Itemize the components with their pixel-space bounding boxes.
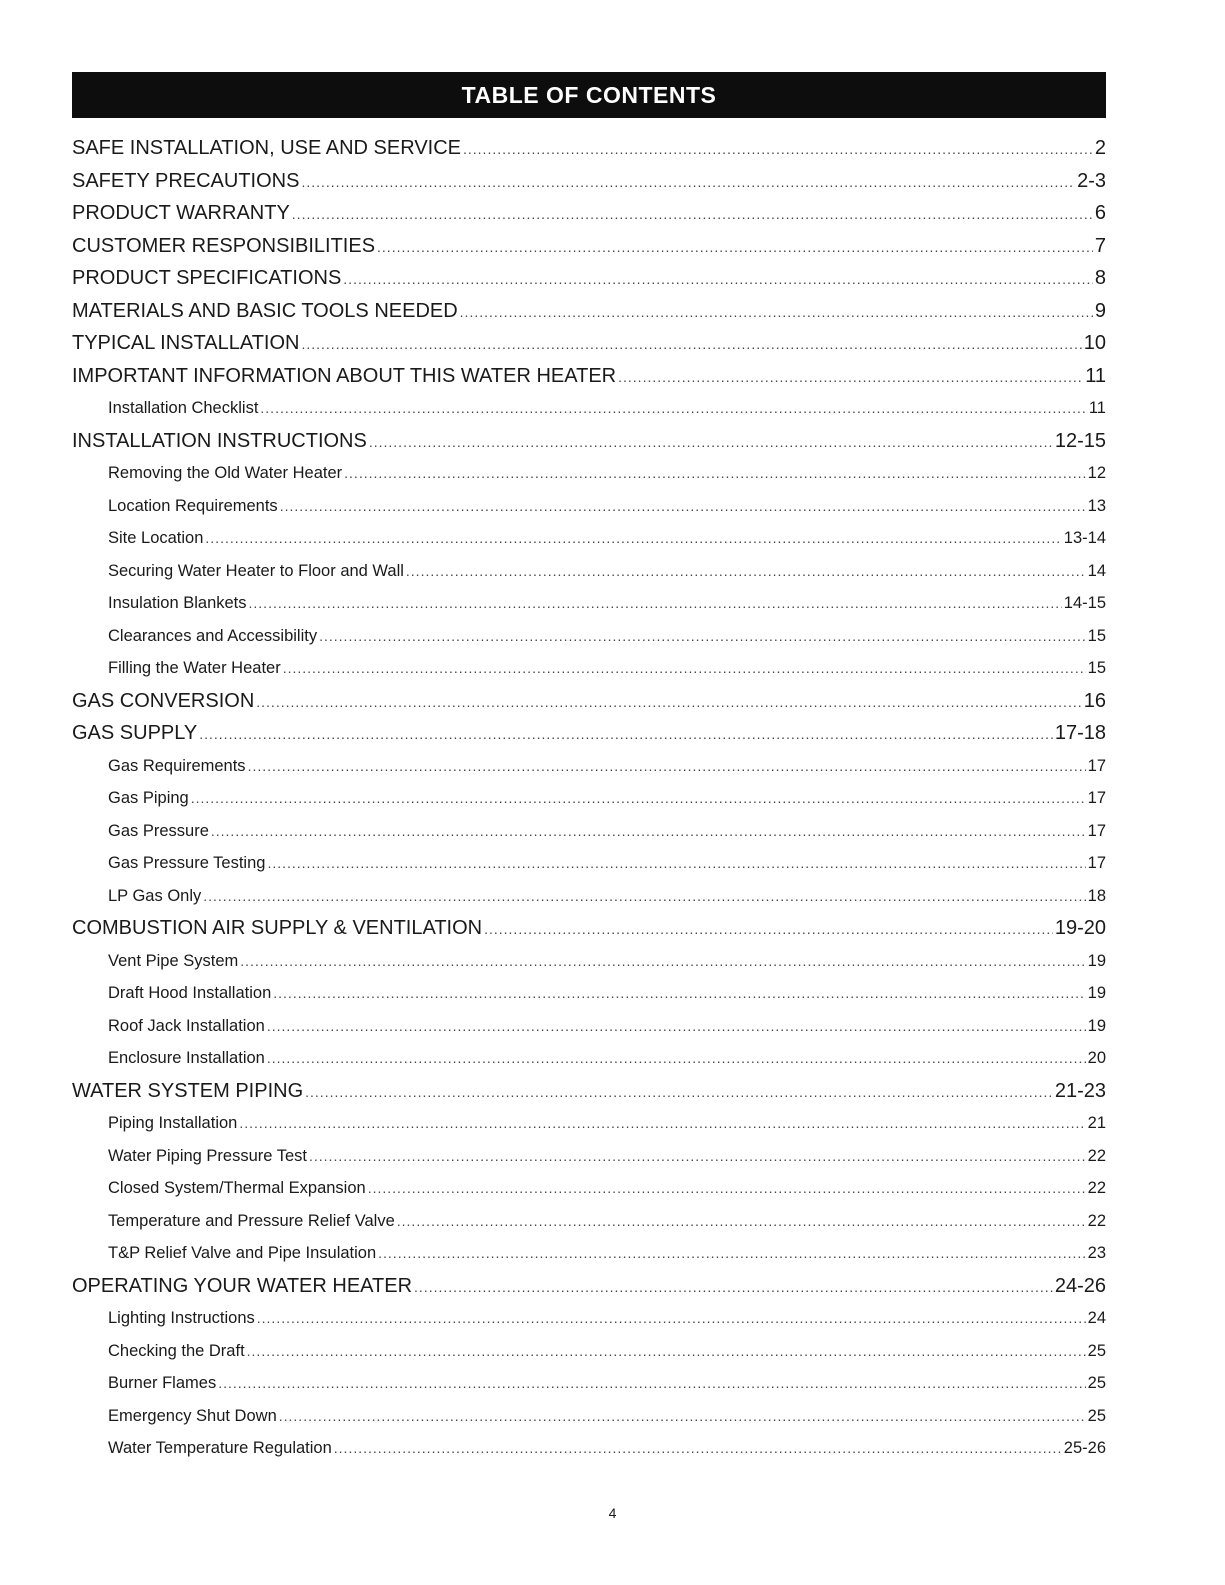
dot-leader	[343, 263, 1093, 296]
toc-subsection-entry	[72, 1140, 1106, 1173]
toc-entry-page: 11	[1085, 364, 1106, 387]
toc-entry-page: 14-15	[1063, 594, 1106, 612]
toc-entry-label: GAS SUPPLY	[72, 722, 198, 744]
toc-subsection-entry	[72, 1042, 1106, 1075]
toc-section-entry	[72, 425, 1106, 458]
toc-entry-page: 13-14	[1063, 529, 1106, 547]
toc-entry-page: 20	[1087, 1049, 1106, 1067]
toc-title-banner	[72, 72, 1106, 118]
dot-leader	[280, 490, 1086, 523]
toc-entry-page: 22	[1087, 1211, 1106, 1230]
dot-leader	[414, 1271, 1053, 1304]
dot-leader	[257, 1302, 1086, 1335]
dot-leader	[305, 1076, 1053, 1109]
toc-entry-page: 11	[1088, 399, 1106, 417]
toc-entry-label: Gas Pressure Testing	[108, 854, 266, 872]
toc-subsection-entry	[72, 880, 1106, 913]
dot-leader	[205, 522, 1061, 555]
toc-subsection-entry	[72, 620, 1106, 653]
toc-entry-label: PRODUCT WARRANTY	[72, 202, 290, 224]
toc-entry-label: Roof Jack Installation	[108, 1016, 265, 1035]
toc-entry-label: Securing Water Heater to Floor and Wall	[108, 561, 404, 580]
toc-subsection-entry	[72, 782, 1106, 815]
toc-entry-page: 16	[1083, 689, 1106, 712]
toc-entry-label: Vent Pipe System	[108, 951, 239, 970]
toc-subsection-entry	[72, 750, 1106, 783]
toc-section-entry	[72, 295, 1106, 328]
toc-subsection-entry	[72, 1107, 1106, 1140]
toc-entry-label: Gas Pressure	[108, 821, 209, 840]
toc-entry-label: GAS CONVERSION	[72, 689, 255, 712]
toc-entry-page: 17	[1087, 756, 1106, 775]
dot-leader	[301, 328, 1081, 361]
toc-entry-page: 22	[1087, 1146, 1106, 1165]
toc-subsection-entry	[72, 1010, 1106, 1043]
toc-section-entry	[72, 197, 1106, 230]
toc-section-entry	[72, 132, 1106, 165]
toc-subsection-entry	[72, 555, 1106, 588]
toc-subsection-entry	[72, 522, 1106, 555]
toc-entry-page: 25-26	[1063, 1439, 1106, 1457]
toc-title: TABLE OF CONTENTS	[461, 81, 717, 108]
toc-entry-label: Burner Flames	[108, 1374, 217, 1392]
toc-entry-label: Temperature and Pressure Relief Valve	[108, 1211, 395, 1230]
dot-leader	[273, 977, 1085, 1010]
dot-leader	[279, 1400, 1086, 1433]
toc-subsection-entry	[72, 1335, 1106, 1368]
dot-leader	[344, 457, 1085, 490]
dot-leader	[239, 1107, 1085, 1140]
toc-section-entry	[72, 717, 1106, 750]
toc-subsection-entry	[72, 1432, 1106, 1465]
toc-entry-label: SAFETY PRECAUTIONS	[72, 169, 300, 192]
dot-leader	[406, 555, 1086, 588]
toc-section-entry	[72, 230, 1106, 263]
toc-entry-page: 6	[1094, 202, 1106, 224]
dot-leader	[378, 1237, 1086, 1270]
dot-leader	[283, 652, 1086, 685]
toc-entry-label: Emergency Shut Down	[108, 1406, 277, 1425]
toc-entry-page: 25	[1087, 1374, 1106, 1392]
dot-leader	[247, 1335, 1086, 1368]
toc-entry-page: 9	[1094, 299, 1106, 322]
toc-entry-page: 2-3	[1077, 169, 1106, 192]
toc-section-entry	[72, 262, 1106, 295]
toc-entry-label: INSTALLATION INSTRUCTIONS	[72, 429, 367, 452]
toc-subsection-entry	[72, 652, 1106, 685]
toc-entry-page: 17	[1087, 789, 1106, 807]
toc-entry-label: Lighting Instructions	[108, 1309, 255, 1327]
toc-subsection-entry	[72, 457, 1106, 490]
toc-entry-page: 21-23	[1054, 1079, 1106, 1102]
dot-leader	[484, 913, 1053, 946]
toc-entry-label: Installation Checklist	[108, 399, 259, 417]
dot-leader	[334, 1432, 1062, 1465]
toc-section-entry	[72, 912, 1106, 945]
dot-leader	[256, 686, 1081, 719]
toc-entry-label: SAFE INSTALLATION, USE AND SERVICE	[72, 137, 461, 159]
toc-entry-label: PRODUCT SPECIFICATIONS	[72, 267, 342, 289]
toc-subsection-entry	[72, 490, 1106, 523]
dot-leader	[369, 426, 1053, 459]
dot-leader	[248, 750, 1086, 783]
toc-entry-label: Clearances and Accessibility	[108, 626, 318, 645]
dot-leader	[368, 1172, 1086, 1205]
toc-entry-label: COMBUSTION AIR SUPPLY & VENTILATION	[72, 917, 483, 939]
toc-entry-page: 19	[1087, 984, 1106, 1002]
toc-subsection-entry	[72, 977, 1106, 1010]
dot-leader	[292, 198, 1093, 231]
toc-entry-page: 24	[1087, 1309, 1106, 1327]
toc-entry-page: 17	[1087, 821, 1106, 840]
toc-entry-label: Gas Piping	[108, 789, 189, 807]
toc-subsection-entry	[72, 1367, 1106, 1400]
dot-leader	[199, 718, 1053, 751]
toc-subsection-entry	[72, 392, 1106, 425]
toc-entry-label: CUSTOMER RESPONSIBILITIES	[72, 234, 376, 257]
toc-entry-label: Draft Hood Installation	[108, 984, 272, 1002]
toc-entry-label: Removing the Old Water Heater	[108, 464, 343, 482]
toc-entry-label: Site Location	[108, 529, 204, 547]
toc-subsection-entry	[72, 1205, 1106, 1238]
toc-section-entry	[72, 685, 1106, 718]
toc-entry-label: Insulation Blankets	[108, 594, 247, 612]
page-number: 4	[608, 1505, 617, 1521]
toc-entry-label: Water Temperature Regulation	[108, 1439, 332, 1457]
dot-leader	[618, 361, 1083, 394]
toc-entry-page: 23	[1087, 1244, 1106, 1262]
toc-entry-page: 2	[1094, 137, 1106, 159]
toc-entry-label: Gas Requirements	[108, 756, 246, 775]
dot-leader	[301, 166, 1075, 199]
toc-entry-page: 12	[1087, 464, 1106, 482]
dot-leader	[211, 815, 1086, 848]
toc-entry-label: Closed System/Thermal Expansion	[108, 1179, 366, 1197]
dot-leader	[267, 847, 1085, 880]
toc-section-entry	[72, 1270, 1106, 1303]
toc-entry-page: 12-15	[1054, 429, 1106, 452]
toc-entry-label: WATER SYSTEM PIPING	[72, 1079, 304, 1102]
toc-subsection-entry	[72, 1400, 1106, 1433]
toc-entry-label: Piping Installation	[108, 1114, 238, 1132]
toc-entry-label: T&P Relief Valve and Pipe Insulation	[108, 1244, 377, 1262]
dot-leader	[260, 392, 1086, 425]
toc-subsection-entry	[72, 587, 1106, 620]
toc-subsection-entry	[72, 847, 1106, 880]
toc-entry-page: 25	[1087, 1406, 1106, 1425]
toc-entry-page: 18	[1087, 886, 1106, 905]
toc-entry-label: Checking the Draft	[108, 1341, 245, 1360]
toc-entry-page: 21	[1087, 1114, 1106, 1132]
toc-entry-page: 19	[1087, 951, 1106, 970]
toc-entry-page: 19	[1087, 1016, 1106, 1035]
toc-entry-label: OPERATING YOUR WATER HEATER	[72, 1274, 413, 1297]
toc-entry-page: 19-20	[1054, 917, 1106, 939]
toc-entry-page: 8	[1094, 267, 1106, 289]
toc-section-entry	[72, 1075, 1106, 1108]
toc-entry-page: 7	[1094, 234, 1106, 257]
toc-entry-page: 13	[1087, 496, 1106, 515]
dot-leader	[249, 587, 1062, 620]
dot-leader	[267, 1010, 1086, 1043]
toc-entry-label: Water Piping Pressure Test	[108, 1146, 307, 1165]
toc-list	[72, 132, 1106, 1465]
dot-leader	[309, 1140, 1086, 1173]
toc-entry-page: 22	[1087, 1179, 1106, 1197]
toc-section-entry	[72, 360, 1106, 393]
dot-leader	[267, 1042, 1086, 1075]
toc-section-entry	[72, 327, 1106, 360]
dot-leader	[460, 296, 1093, 329]
toc-entry-label: Enclosure Installation	[108, 1049, 265, 1067]
toc-entry-label: IMPORTANT INFORMATION ABOUT THIS WATER HEATER	[72, 364, 617, 387]
toc-entry-page: 10	[1083, 332, 1106, 354]
dot-leader	[191, 782, 1086, 815]
toc-entry-page: 14	[1087, 561, 1106, 580]
toc-entry-page: 25	[1087, 1341, 1106, 1360]
toc-entry-page: 15	[1087, 659, 1106, 677]
toc-entry-page: 15	[1087, 626, 1106, 645]
toc-entry-page: 24-26	[1054, 1274, 1106, 1297]
toc-section-entry	[72, 165, 1106, 198]
dot-leader	[203, 880, 1085, 913]
toc-entry-page: 17-18	[1054, 722, 1106, 744]
toc-entry-label: Location Requirements	[108, 496, 278, 515]
dot-leader	[218, 1367, 1085, 1400]
toc-subsection-entry	[72, 1237, 1106, 1270]
toc-subsection-entry	[72, 1302, 1106, 1335]
toc-entry-label: MATERIALS AND BASIC TOOLS NEEDED	[72, 299, 458, 322]
toc-subsection-entry	[72, 945, 1106, 978]
dot-leader	[319, 620, 1086, 653]
dot-leader	[463, 133, 1093, 166]
dot-leader	[397, 1205, 1086, 1238]
dot-leader	[377, 231, 1093, 264]
document-page	[72, 72, 1106, 1465]
toc-entry-label: LP Gas Only	[108, 886, 202, 905]
toc-entry-page: 17	[1087, 854, 1106, 872]
toc-subsection-entry	[72, 815, 1106, 848]
toc-entry-label: Filling the Water Heater	[108, 659, 281, 677]
dot-leader	[240, 945, 1085, 978]
toc-subsection-entry	[72, 1172, 1106, 1205]
toc-entry-label: TYPICAL INSTALLATION	[72, 332, 300, 354]
